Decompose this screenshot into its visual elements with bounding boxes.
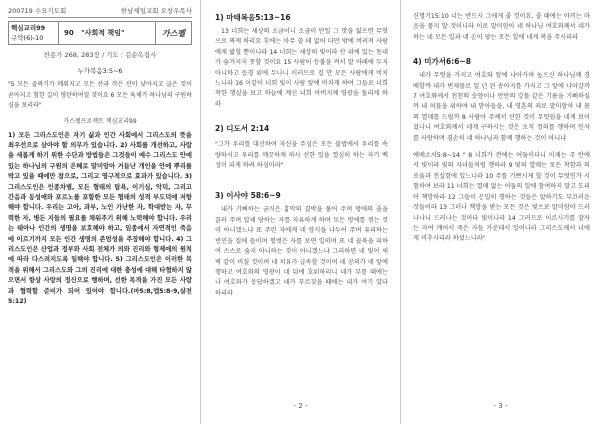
deuteronomy-ref: 신명기15:10 <box>413 13 449 20</box>
gospel-project-logo: 가스펠 <box>155 22 191 44</box>
sermon-title: "사회적 책임" <box>81 29 125 37</box>
series-sub: 구약(6)-10 <box>11 34 44 42</box>
title-box <box>8 21 192 45</box>
sermon-title-area <box>59 28 155 38</box>
sermon-number: 90 <box>64 29 74 37</box>
header-date: 200719 수요기도회 <box>8 7 67 15</box>
doctrine-body: 1) 모든 그리스도인은 자기 삶과 인간 사회에서 그리스도의 뜻을 최우선으로 삼아야 할 의무가 있습니다. 2) 사회를 개선하고, 사람을 새롭게 하기 위한 수단과 방법들은 그것들이 예수 그리스도 안에 있는 하나님의 구원의 은혜로 말미암아 거듭난 개인을 안에 뿌리를 박고 있을 때에만 참으로, 그리고 영구적으로 효과가 있습니다. 3) 그리스도인은 인종차별, 모든 형태의 탐욕, 이기심, 악덕, 그리고 간음과 동성애와 포르노를 포함한 모든 형태의 성적 부도덕에 저항해야 합니다. 우리는 고아, 과부, 노인 가난한 자, 학대받는 자, 무력한 자, 병든 지들의 필요를 채워주기 위해 노력해야 합니다. 우리는 태아나 인간의 생명을 보호해야 하고, 임종에서 자연적인 죽음에 이르기까지 모든 인간 생명의 존엄성을 주장해야 합니다. 4) 그리스도인은 산업과 정부와 사회 전체가 의와 진리와 형제애의 원칙에 따라 다스려지도록 일해야 합니다. 5) 그리스도인은 이러한 목적을 위해서 그리스도와 그의 진리에 대한 충성에 대해 타협하지 않으면서 항상 사랑의 정신으로 행하며, 선한 목적을 가진 모든 사람과 협력할 준비가 되어 있어야 합니다.(마5:8,엡5:8-9,살전5:12) <box>8 131 192 305</box>
ephesians-passage <box>413 151 590 245</box>
main-scripture-ref: 누가복음3:5~6 <box>77 67 123 75</box>
section-4-text: 내가 무엇을 가지고 여호와 앞에 나아가며 높으신 하나님께 경배할까 내가 번제물로 일 년 된 송아지를 가지고 그 앞에 나아갈까 7 여호와께서 천천의 숫양이나 만만의 강물 같은 기름을 기뻐하실까 내 허물을 위하여 내 맏아들을, 내 영혼의 죄로 말미암아 내 몸의 열매를 드릴까 8 사람아 주께서 선한 것이 무엇임을 네게 보이셨나니 여호와께서 네게 구하시는 것은 오직 정의를 행하며 인자를 사랑하며 겸손히 네 하나님과 함께 행하는 것이 아니냐 <box>413 72 590 142</box>
source-line: 가스펠프로젝트 핵심교리99 <box>63 117 137 125</box>
deuteronomy-text: 너는 반드시 그에게 줄 것이요, 줄 때에는 아끼는 마음을 품지 말 것이니라 이로 말미암아 네 하나님 여호와께서 네가 하는 네 모든 일과 네 손이 닿는 모든 일에 네게 복을 주시리라 <box>413 13 591 41</box>
section-1-text: 13 너희는 세상의 소금이니 소금이 만일 그 맛을 잃으면 무엇으로 짜게 하리요 후에는 아무 쓸 데 없어 다만 밖에 버려져 사람에게 밟힐 뿐이니라 14 너희는 세상의 빛이라 산 위에 있는 동네가 숨겨지지 못할 것이요 15 사람이 등불을 켜서 말 아래에 두지 아니하고 등경 위에 두나니 이러므로 집 안 모든 사람에게 비치느니라 16 이같이 너희 빛이 사람 앞에 비치게 하여 그들로 너희 착한 행실을 보고 하늘에 계신 너희 아버지께 영광을 돌리게 하라 <box>215 28 388 108</box>
series-box <box>9 22 59 44</box>
page-number: - 2 - <box>293 402 308 410</box>
ephesians-ref: 에베소서5:8~14 <box>413 152 460 160</box>
section-1-title: 1) 마태복음5:13~16 <box>215 13 291 22</box>
section-3-title: 3) 이사야 58:6~9 <box>215 191 281 201</box>
hymn-line: 찬송가 268, 283장 / 기도 : 김순옥집사 <box>43 51 157 59</box>
page-2 <box>200 0 400 424</box>
series-label: 핵심교리99 <box>11 24 46 32</box>
page-number: - 3 - <box>493 402 508 410</box>
section-2-title: 2) 디도서 2:14 <box>215 124 270 134</box>
ephesians-text: " 8 너희가 전에는 어둠이더니 이제는 주 안에서 빛이라 빛의 자녀들처럼 행하라 9 빛의 열매는 모든 착함과 의로움과 진실함에 있느니라 10 주를 기쁘시게 할 것이 무엇인가 시험하여 보라 11 너희는 열매 없는 어둠의 일에 참여하지 말고 도리어 책망하라 12 그들이 은밀히 행하는 것들은 말하기도 부끄러운 것들이라 13 그러나 책망을 받는 모든 것은 빛으로 말미암아 드러나나니 드러나는 것마다 빛이니라 14 그러므로 이르시기를 잠자는 자여 깨어서 죽은 자들 가운데서 일어나라 그리스도께서 너에게 비추시리라 하셨느니라" <box>413 152 590 243</box>
section-3-text: 내가 기뻐하는 금식은 흉악의 결박을 풀어 주며 멍에의 줄을 끌러 주며 압제 당하는 자를 자유하게 하며 모든 멍에를 꺾는 것이 아니겠느냐 또 주린 자에게 네 양식을 나누어 주며 유리하는 빈민을 집에 들이며 헐벗은 자를 보면 입히며 또 네 골육을 피하여 스스로 숨지 아니하는 것이 아니겠느냐 그리하면 네 빛이 새벽 같이 비칠 것이며 네 치유가 급속할 것이며 네 공의가 네 앞에 행하고 여호와의 영광이 네 뒤에 호위하리니 네가 부를 때에는 나 여호와가 응답하겠고 네가 부르짖을 때에는 내가 여기 있다 하리라 <box>215 206 388 297</box>
section-4-title: 4) 미가서6:6~8 <box>413 57 471 67</box>
page-3 <box>400 0 600 424</box>
section-2-text: "그가 우리를 대신하여 자신을 주심은 모든 불법에서 우리를 속량하시고 우리를 깨끗하게 하사 선한 일을 열심히 하는 자기 백성이 되게 하려 하심이라" <box>215 141 388 170</box>
header-row <box>8 6 192 18</box>
deuteronomy-passage <box>413 12 590 43</box>
header-church: 한남제일교회 오창우목사 <box>120 7 192 15</box>
page-1 <box>0 0 200 424</box>
main-scripture-text: "5 모든 골짜기가 메워지고 모든 산과 작은 산이 낮아지고 굽은 것이 곧아지고 험한 길이 평탄하여질 것이요 6 모든 육체가 하나님의 구원하심을 보리라" <box>8 81 192 109</box>
